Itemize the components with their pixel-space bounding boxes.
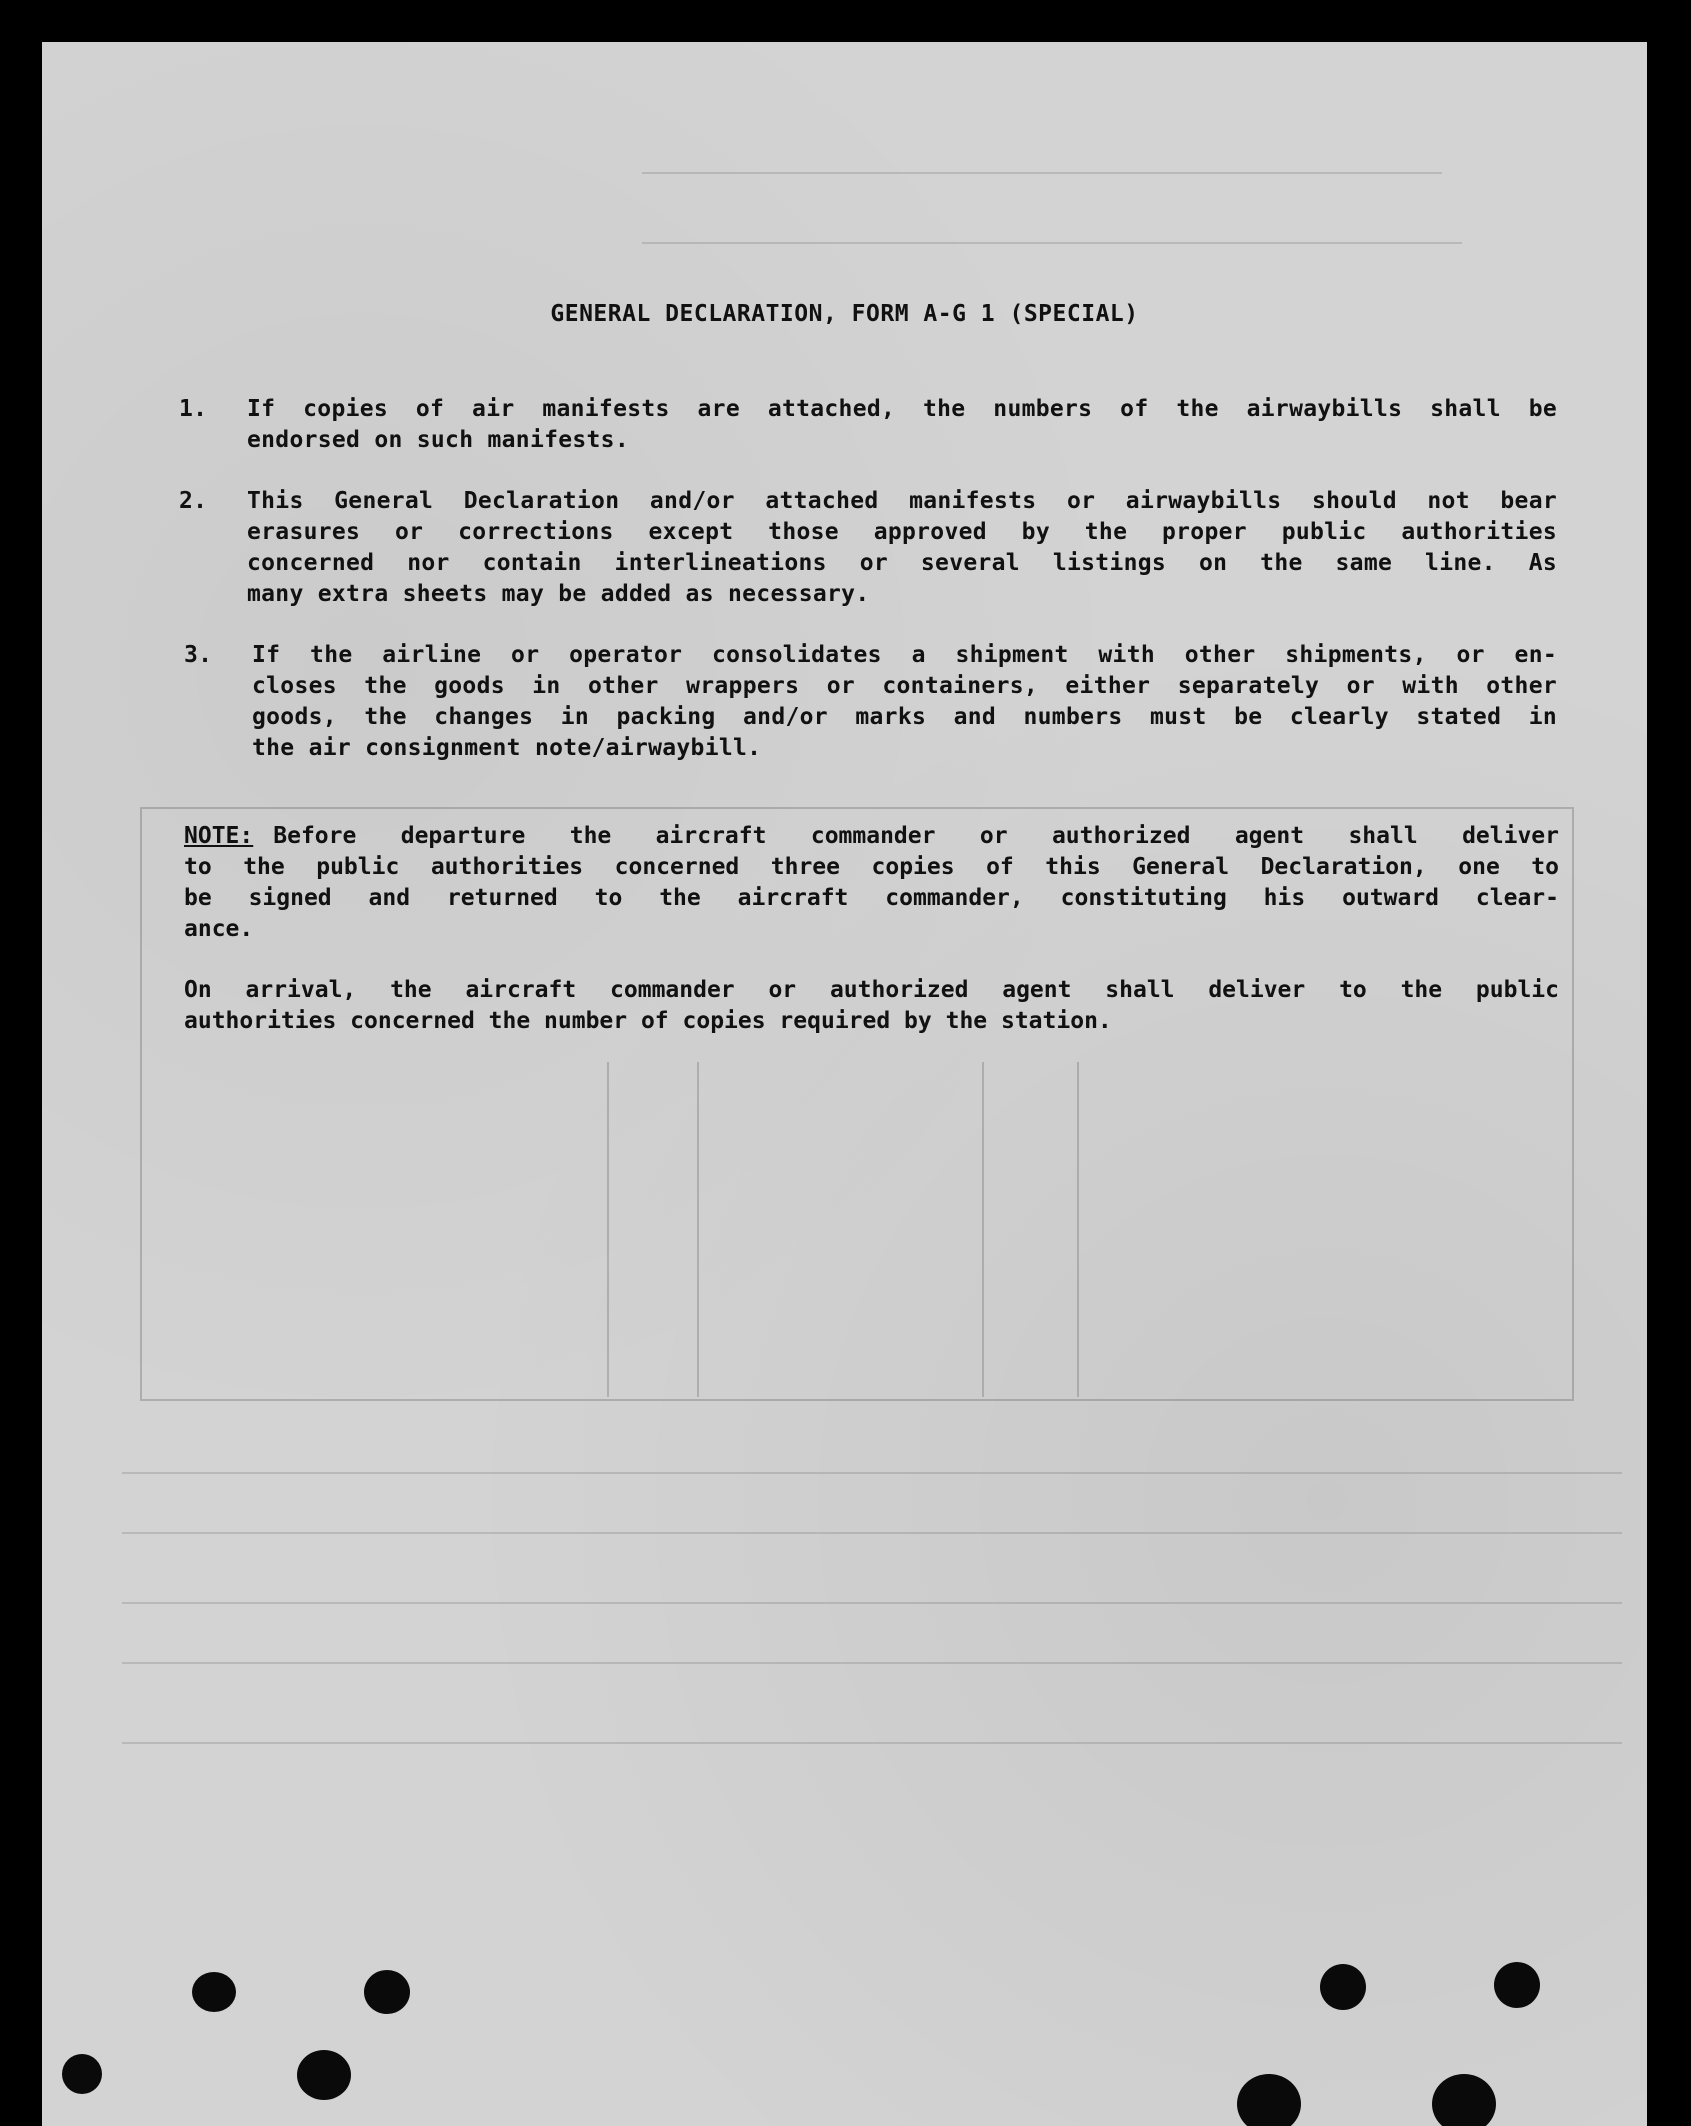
bleed-through-rule xyxy=(697,1062,699,1397)
note-line xyxy=(184,821,1559,852)
bleed-through-line xyxy=(122,1532,1622,1534)
note-label: NOTE: xyxy=(184,823,254,849)
note-paragraph-2 xyxy=(184,975,1559,1037)
note-line: ance. xyxy=(184,916,254,942)
item-line: endorsed on such manifests. xyxy=(247,427,629,453)
bleed-through-line xyxy=(642,172,1442,174)
bleed-through-rule xyxy=(1077,1062,1079,1397)
punch-hole xyxy=(62,2054,102,2094)
item-line: many extra sheets may be added as necessary. xyxy=(247,581,870,607)
bleed-through-line xyxy=(122,1472,1622,1474)
item-line: concerned nor contain interlineations or several listings on the same line. As xyxy=(247,550,1557,576)
bleed-through-line xyxy=(122,1602,1622,1604)
note-line: authorities concerned the number of copies required by the station. xyxy=(184,1008,1112,1034)
item-line: If the airline or operator consolidates a shipment with other shipments, or en- xyxy=(252,642,1557,668)
note-section xyxy=(184,821,1559,1037)
punch-hole xyxy=(1432,2074,1496,2126)
bleed-through-line xyxy=(642,242,1462,244)
item-line: the air consignment note/airwaybill. xyxy=(252,735,762,761)
form-title: GENERAL DECLARATION, FORM A-G 1 (SPECIAL) xyxy=(550,301,1139,327)
punch-hole xyxy=(192,1972,236,2012)
note-text: Before departure the aircraft commander or authorized agent shall deliver xyxy=(273,823,1559,849)
bleed-through-line xyxy=(122,1742,1622,1744)
punch-hole xyxy=(1494,1962,1540,2008)
item-line: This General Declaration and/or attached manifests or airwaybills should not bear xyxy=(247,488,1557,514)
bleed-through-rule xyxy=(982,1062,984,1397)
bleed-through-line xyxy=(122,1662,1622,1664)
item-line: erasures or corrections except those approved by the proper public authorities xyxy=(247,519,1557,545)
note-line: be signed and returned to the aircraft commander, constituting his outward clear- xyxy=(184,885,1559,911)
item-line: If copies of air manifests are attached, the numbers of the airwaybills shall be xyxy=(247,396,1557,422)
instruction-item-2 xyxy=(179,486,1557,610)
note-line: to the public authorities concerned three copies of this General Declaration, one to xyxy=(184,854,1559,880)
instruction-item-3 xyxy=(184,640,1557,764)
item-line: goods, the changes in packing and/or marks and numbers must be clearly stated in xyxy=(252,704,1557,730)
punch-hole xyxy=(297,2050,351,2100)
note-line: On arrival, the aircraft commander or authorized agent shall deliver to the public xyxy=(184,977,1559,1003)
item-number: 3. xyxy=(184,642,213,668)
document-page xyxy=(42,42,1647,2126)
punch-hole xyxy=(1320,1964,1366,2010)
bleed-through-rule xyxy=(607,1062,609,1397)
punch-hole xyxy=(364,1970,410,2014)
item-line: closes the goods in other wrappers or containers, either separately or with other xyxy=(252,673,1557,699)
item-number: 2. xyxy=(179,488,208,514)
instruction-item-1 xyxy=(179,394,1557,456)
item-number: 1. xyxy=(179,396,208,422)
punch-hole xyxy=(1237,2074,1301,2126)
